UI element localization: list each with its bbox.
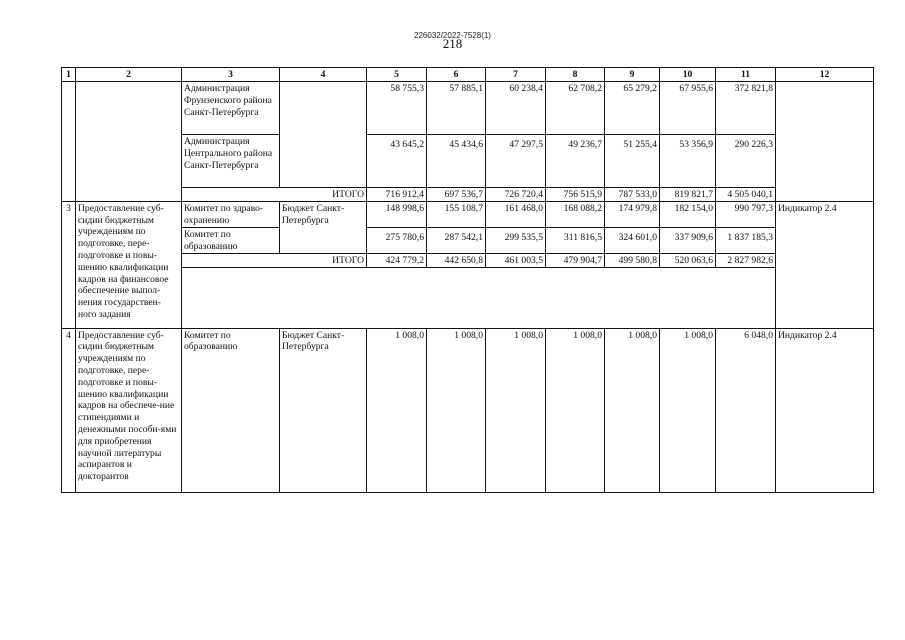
- value-cell: 43 645,2: [367, 135, 427, 188]
- value-cell: 60 238,4: [486, 82, 546, 135]
- value-cell: 324 601,0: [605, 227, 660, 253]
- total-value-cell: 442 650,8: [427, 253, 486, 267]
- header-cell: 12: [776, 68, 874, 82]
- value-cell: 372 821,8: [716, 82, 776, 135]
- activity-name-cell: [76, 82, 182, 202]
- value-cell: 1 837 185,3: [716, 227, 776, 253]
- total-label: ИТОГО: [182, 188, 367, 202]
- executor-cell: Комитет по образованию: [182, 227, 280, 253]
- value-cell: 1 008,0: [546, 328, 605, 492]
- total-value-cell: 4 505 040,1: [716, 188, 776, 202]
- value-cell: 49 236,7: [546, 135, 605, 188]
- table-row: [62, 267, 874, 328]
- funding-source-cell: Бюджет Санкт-Петербурга: [280, 328, 367, 492]
- total-value-cell: 499 580,8: [605, 253, 660, 267]
- indicator-cell: Индикатор 2.4: [776, 201, 874, 328]
- value-cell: 1 008,0: [427, 328, 486, 492]
- total-label: ИТОГО: [182, 253, 367, 267]
- budget-table: [61, 67, 874, 493]
- value-cell: 65 279,2: [605, 82, 660, 135]
- value-cell: 1 008,0: [367, 328, 427, 492]
- total-value-cell: 479 904,7: [546, 253, 605, 267]
- table-row: [62, 135, 874, 188]
- value-cell: 1 008,0: [486, 328, 546, 492]
- value-cell: 337 909,6: [660, 227, 716, 253]
- value-cell: 148 998,6: [367, 201, 427, 227]
- table-row: [62, 328, 874, 492]
- header-cell: 2: [76, 68, 182, 82]
- total-value-cell: 520 063,6: [660, 253, 716, 267]
- header-cell: 8: [546, 68, 605, 82]
- header-cell: 1: [62, 68, 76, 82]
- total-value-cell: 716 912,4: [367, 188, 427, 202]
- total-value-cell: 726 720,4: [486, 188, 546, 202]
- activity-name-cell: Предоставление суб-сидии бюджетным учреждениям по подготовке, пере-подготовке и повы-шению квалификации кадров на финансовое обеспечение выпол-нения государствен-ного задания: [76, 201, 182, 328]
- value-cell: 58 755,3: [367, 82, 427, 135]
- value-cell: 6 048,0: [716, 328, 776, 492]
- indicator-cell: Индикатор 2.4: [776, 328, 874, 492]
- header-cell: 7: [486, 68, 546, 82]
- value-cell: 1 008,0: [605, 328, 660, 492]
- table-row: [62, 82, 874, 135]
- table-row: [62, 201, 874, 227]
- header-cell: 3: [182, 68, 280, 82]
- funding-source-cell: Бюджет Санкт-Петербурга: [280, 201, 367, 253]
- total-value-cell: 819 821,7: [660, 188, 716, 202]
- value-cell: 161 468,0: [486, 201, 546, 227]
- executor-cell: Комитет по здраво-охранению: [182, 201, 280, 227]
- header-row: [62, 68, 874, 82]
- blank-cell: [182, 267, 776, 328]
- value-cell: 290 226,3: [716, 135, 776, 188]
- header-cell: 9: [605, 68, 660, 82]
- activity-name-cell: Предоставление суб-сидии бюджетным учреждениям по подготовке, пере-подготовке и повы-шению квалификации кадров на обеспече-ние стипендиями и денежными пособи-ями для приобретения научной литературы аспирантов и докторантов: [76, 328, 182, 492]
- value-cell: 51 255,4: [605, 135, 660, 188]
- funding-source-cell: [280, 82, 367, 188]
- row-number-cell: 3: [62, 201, 76, 328]
- value-cell: 287 542,1: [427, 227, 486, 253]
- executor-cell: Комитет по образованию: [182, 328, 280, 492]
- document-id: 226032/2022-7528(1): [414, 31, 491, 40]
- total-value-cell: 461 003,5: [486, 253, 546, 267]
- value-cell: 311 816,5: [546, 227, 605, 253]
- total-value-cell: 697 536,7: [427, 188, 486, 202]
- header-cell: 10: [660, 68, 716, 82]
- total-value-cell: 787 533,0: [605, 188, 660, 202]
- executor-cell: Администрация Фрунзенского района Санкт-Петербурга: [182, 82, 280, 135]
- value-cell: 57 885,1: [427, 82, 486, 135]
- header-cell: 6: [427, 68, 486, 82]
- header-cell: 5: [367, 68, 427, 82]
- value-cell: 168 088,2: [546, 201, 605, 227]
- value-cell: 62 708,2: [546, 82, 605, 135]
- total-row: [62, 188, 874, 202]
- page-number: 218: [442, 36, 463, 51]
- value-cell: 45 434,6: [427, 135, 486, 188]
- value-cell: 299 535,5: [486, 227, 546, 253]
- value-cell: 1 008,0: [660, 328, 716, 492]
- value-cell: 53 356,9: [660, 135, 716, 188]
- row-number-cell: 4: [62, 328, 76, 492]
- executor-cell: Администрация Центрального района Санкт-Петербурга: [182, 135, 280, 188]
- header-cell: 11: [716, 68, 776, 82]
- value-cell: 275 780,6: [367, 227, 427, 253]
- value-cell: 182 154,0: [660, 201, 716, 227]
- value-cell: 67 955,6: [660, 82, 716, 135]
- total-row: [62, 253, 874, 267]
- value-cell: 47 297,5: [486, 135, 546, 188]
- table-row: [62, 227, 874, 253]
- total-value-cell: 424 779,2: [367, 253, 427, 267]
- value-cell: 990 797,3: [716, 201, 776, 227]
- indicator-cell: [776, 82, 874, 202]
- header-cell: 4: [280, 68, 367, 82]
- total-value-cell: 2 827 982,6: [716, 253, 776, 267]
- row-number-cell: [62, 82, 76, 202]
- total-value-cell: 756 515,9: [546, 188, 605, 202]
- value-cell: 155 108,7: [427, 201, 486, 227]
- value-cell: 174 979,8: [605, 201, 660, 227]
